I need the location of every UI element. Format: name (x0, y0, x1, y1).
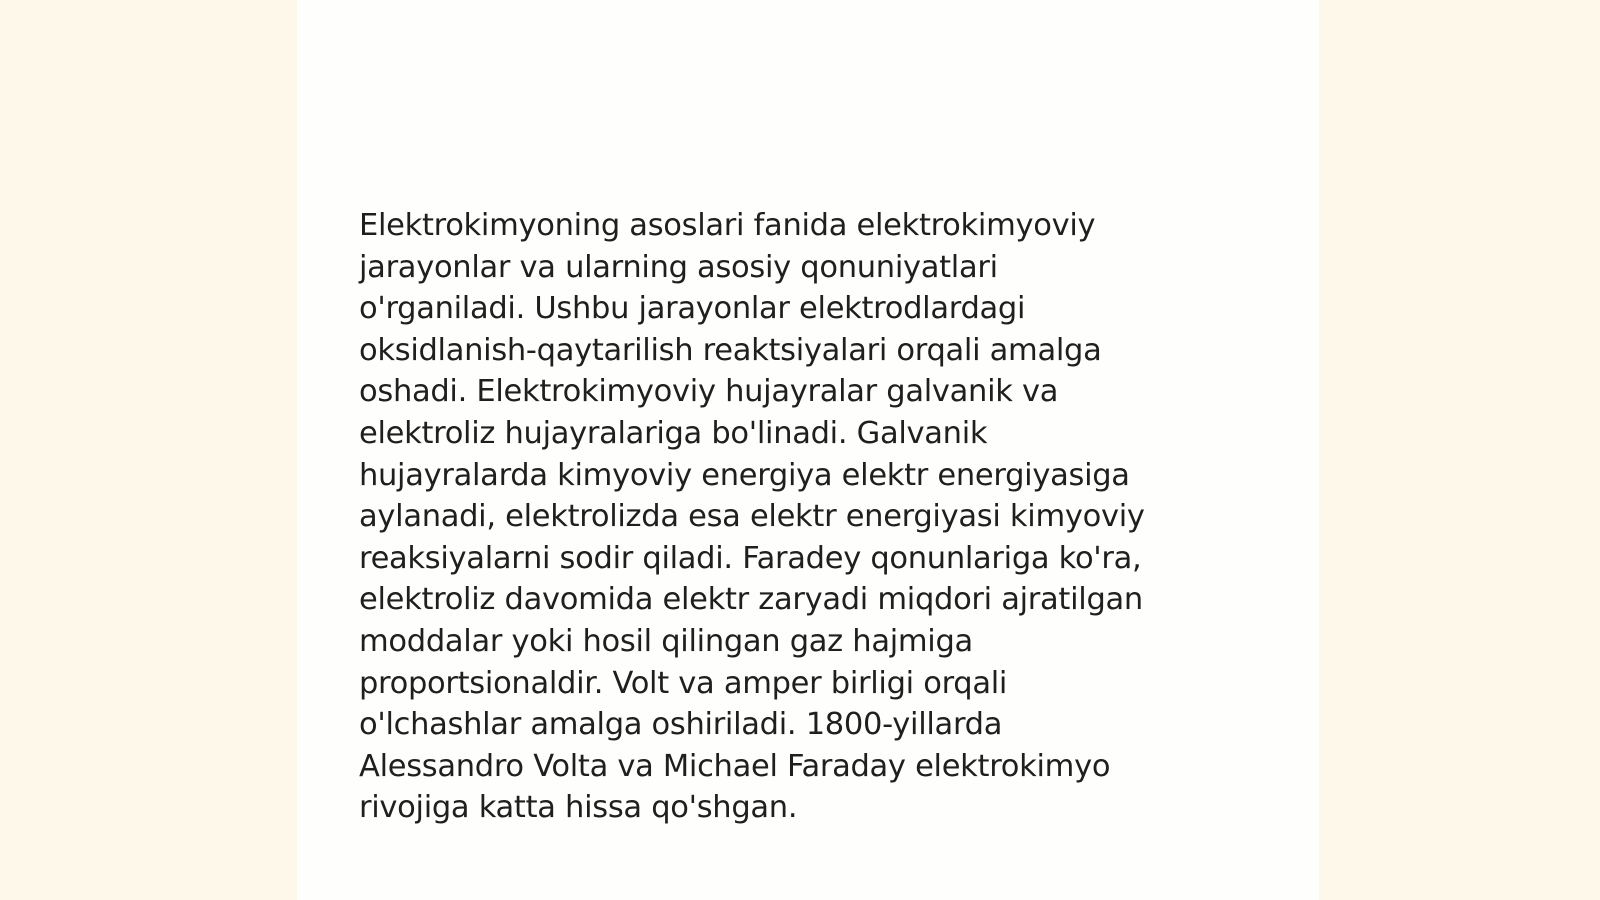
document-page (297, 0, 1319, 900)
text-line: oksidlanish-qaytarilish reaktsiyalari orqali amalga (359, 332, 1102, 368)
text-line: moddalar yoki hosil qilingan gaz hajmiga (359, 623, 973, 659)
body-paragraph (359, 205, 1219, 829)
text-line: o'lchashlar amalga oshiriladi. 1800-yillarda (359, 707, 1003, 743)
text-line: o'rganiladi. Ushbu jarayonlar elektrodlardagi (359, 291, 1026, 327)
text-line: reaksiyalarni sodir qiladi. Faradey qonunlariga ko'ra, (359, 540, 1142, 576)
text-line: elektroliz hujayralariga bo'linadi. Galvanik (359, 415, 988, 451)
text-line: oshadi. Elektrokimyoviy hujayralar galvanik va (359, 374, 1059, 410)
text-line: rivojiga katta hissa qo'shgan. (359, 790, 798, 826)
text-line: Elektrokimyoning asoslari fanida elektrokimyoviy (359, 208, 1096, 243)
text-line: elektroliz davomida elektr zaryadi miqdori ajratilgan (359, 582, 1143, 618)
text-line: proportsionaldir. Volt va amper birligi orqali (359, 665, 1008, 701)
text-line: jarayonlar va ularning asosiy qonuniyatlari (359, 249, 998, 285)
text-line: Alessandro Volta va Michael Faraday elektrokimyo (359, 748, 1111, 784)
text-line: aylanadi, elektrolizda esa elektr energiyasi kimyoviy (359, 499, 1145, 535)
text-line: hujayralarda kimyoviy energiya elektr energiyasiga (359, 457, 1130, 493)
